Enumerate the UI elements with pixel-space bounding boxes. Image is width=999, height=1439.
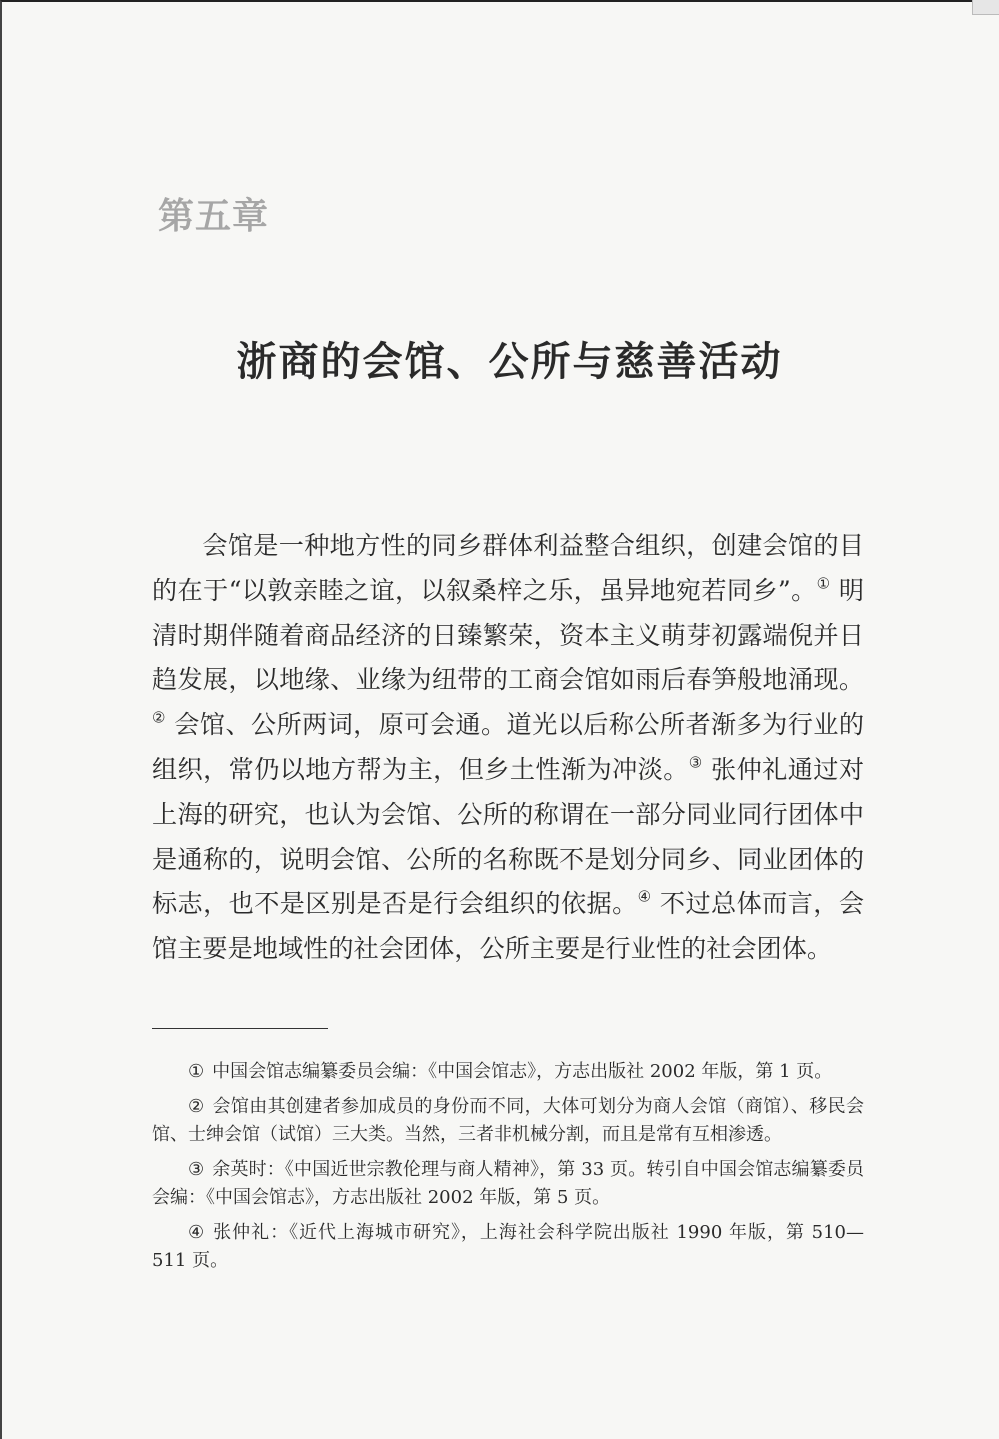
- footnote-mark: ④: [188, 1222, 206, 1243]
- footnote-text: 中国会馆志编纂委员会编：《中国会馆志》，方志出版社 2002 年版，第 1 页。: [212, 1061, 833, 1082]
- footnote-1: [152, 1058, 864, 1086]
- body-segment: 明清时期伴随着商品经济的日臻繁荣，资本主义萌芽初露端倪并日趋发展，以地缘、业缘为纽带的工商会馆如雨后春笋般地涌现。: [152, 575, 864, 695]
- footnote-4: [152, 1219, 864, 1275]
- scan-corner-mark: [972, 0, 999, 15]
- footnote-2: [152, 1093, 864, 1149]
- footnote-divider: [152, 1028, 328, 1029]
- body-segment: 会馆、公所两词，原可会通。道光以后称公所者渐多为行业的组织，常仍以地方帮为主，但乡土性渐为冲淡。: [152, 710, 865, 784]
- body-segment: 会馆是一种地方性的同乡群体利益整合组织，创建会馆的目的在于“以敦亲睦之谊，以叙桑梓之乐，虽异地宛若同乡”。: [152, 531, 864, 605]
- footnote-mark: ③: [188, 1159, 205, 1180]
- footnote-ref[interactable]: ①: [816, 574, 831, 593]
- footnote-ref[interactable]: ②: [152, 708, 166, 727]
- footnote-text: 会馆由其创建者参加成员的身份而不同，大体可划分为商人会馆（商馆）、移民会馆、士绅会馆（试馆）三大类。当然，三者非机械分割，而且是常有互相渗透。: [152, 1096, 864, 1145]
- footnote-mark: ①: [188, 1061, 205, 1082]
- footnote-ref[interactable]: ④: [637, 887, 652, 906]
- footnote-mark: ②: [188, 1096, 205, 1117]
- footnote-ref[interactable]: ③: [688, 753, 703, 772]
- footnotes: [152, 1058, 864, 1282]
- footnote-text: 张仲礼：《近代上海城市研究》，上海社会科学院出版社 1990 年版，第 510—511 页。: [152, 1222, 864, 1271]
- footnote-3: [152, 1156, 864, 1212]
- footnote-text: 余英时：《中国近世宗教伦理与商人精神》，第 33 页。转引自中国会馆志编纂委员会编：《中国会馆志》，方志出版社 2002 年版，第 5 页。: [152, 1159, 864, 1208]
- body-segment: 张仲礼通过对上海的研究，也认为会馆、公所的称谓在一部分同业同行团体中是通称的，说明会馆、公所的名称既不是划分同乡、同业团体的标志，也不是区别是否是行会组织的依据。: [152, 754, 865, 919]
- body-paragraph: [152, 524, 864, 972]
- body-segment: 不过总体而言，会馆主要是地域性的社会团体，公所主要是行业性的社会团体。: [152, 889, 865, 964]
- chapter-label: 第五章: [158, 196, 270, 237]
- chapter-title: 浙商的会馆、公所与慈善活动: [236, 339, 783, 385]
